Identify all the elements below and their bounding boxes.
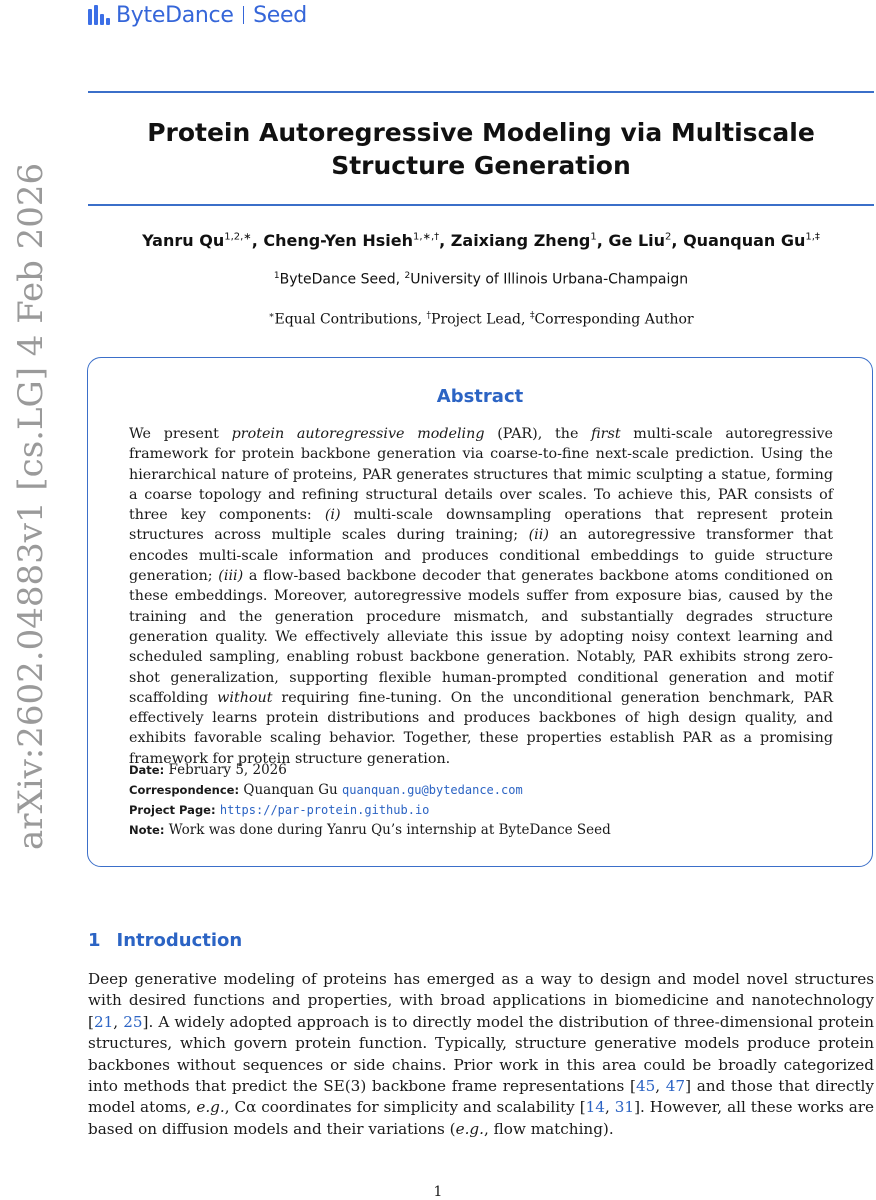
note-line bbox=[129, 820, 833, 840]
correspondence-name: Quanquan Gu bbox=[243, 782, 338, 798]
author-name: Cheng-Yen Hsieh bbox=[263, 231, 414, 250]
abstract-heading: Abstract bbox=[436, 386, 524, 407]
date-label: Date: bbox=[129, 763, 165, 777]
note-sup: ∗ bbox=[268, 311, 275, 321]
abstract-box bbox=[87, 357, 873, 867]
note-text: Corresponding Author bbox=[534, 311, 694, 328]
note-sup: ‡ bbox=[529, 311, 535, 321]
correspondence-line bbox=[129, 780, 833, 800]
date-line bbox=[129, 760, 833, 780]
project-page-line bbox=[129, 800, 833, 820]
note-value: Work was done during Yanru Qu’s internship at ByteDance Seed bbox=[168, 822, 611, 838]
citation-link[interactable]: 25 bbox=[123, 1012, 143, 1031]
affil-name: ByteDance Seed bbox=[279, 271, 396, 288]
author-name: Ge Liu bbox=[608, 231, 666, 250]
section-number: 1 bbox=[88, 930, 101, 951]
correspondence-email-link[interactable]: quanquan.gu@bytedance.com bbox=[342, 783, 523, 797]
top-rule bbox=[88, 91, 874, 93]
note-text: Project Lead, bbox=[431, 311, 526, 328]
contribution-notes bbox=[88, 311, 874, 328]
author-name: Zaixiang Zheng bbox=[450, 231, 591, 250]
author-name: Yanru Qu bbox=[142, 231, 225, 250]
intro-paragraph: Deep generative modeling of proteins has emerged as a way to design and model novel structures with desired functions and properties, with broad applications in biomedicine and nanotechnology [21, 25]. A widely adopted approach is to directly model the distribution of three-dimensional protein structures, which govern protein function. Typically, structure generative models produce protein backbones without sequences or side chains. Prior work in this area could be broadly categorized into methods that predict the SE(3) backbone frame representations [45, 47] and those that directly model atoms, e.g., Cα coordinates for simplicity and scalability [14, 31]. However, all these works are based on diffusion models and their variations (e.g., flow matching). bbox=[88, 970, 875, 1138]
author-sup: 1,2,∗ bbox=[224, 231, 252, 243]
affil-name: University of Illinois Urbana-Champaign bbox=[410, 271, 689, 288]
logo-brand: ByteDance bbox=[116, 2, 234, 28]
author-sup: 2 bbox=[665, 231, 672, 243]
page-number: 1 bbox=[433, 1184, 443, 1200]
logo-bars-icon bbox=[88, 5, 110, 25]
citation-link[interactable]: 31 bbox=[614, 1098, 635, 1117]
author-list: Yanru $Qu^{1,2,∗}$, Cheng-Yen Hsieh$^{1,∗,\dagger}$, Zaixiang Zheng$^1$, Ge Liu$^2$, Quanquan $Gu^{1,\ddagger}$ bbox=[142, 231, 820, 250]
section-title: Introduction bbox=[116, 930, 243, 951]
affiliations: $^1$ByteDance Seed, $^2$University of Illinois Urbana-Champaign bbox=[273, 271, 689, 288]
section-heading bbox=[88, 930, 242, 951]
citation-link[interactable]: 47 bbox=[665, 1077, 686, 1096]
arxiv-stamp: arXiv:2602.04883v1 [cs.LG] 4 Feb 2026 bbox=[11, 162, 51, 850]
project-page-label: Project Page: bbox=[129, 803, 216, 817]
author-sup: 1,‡ bbox=[805, 231, 820, 243]
paper-title: Protein Autoregressive Modeling via Multiscale Structure Generation bbox=[147, 118, 815, 180]
logo-sub: Seed bbox=[253, 2, 307, 28]
note-sup: † bbox=[426, 311, 432, 321]
title-rule bbox=[88, 204, 874, 206]
author-sup: 1,∗,† bbox=[413, 231, 440, 243]
abstract-text: We present protein autoregressive modeling (PAR), the first multi-scale autoregressive framework for protein backbone generation via coarse-to-fine next-scale prediction. Using the hierarchical nature of proteins, PAR generates structures that mimic sculpting a statue, forming a coarse topology and refining structural details over scales. To achieve this, PAR consists of three key components: (i) multi-scale downsampling operations that represent protein structures across multiple scales during training; (ii) an autoregressive transformer that encodes multi-scale information and produces conditional embeddings to guide structure generation; (iii) a flow-based backbone decoder that generates backbone atoms conditioned on these embeddings. Moreover, autoregressive models suffer from exposure bias, caused by the training and the generation procedure mismatch, and substantially degrades structure generation quality. We effectively alleviate this issue by adopting noisy context learning and scheduled sampling, enabling robust backbone generation. Notably, PAR exhibits strong zero-shot generalization, supporting flexible human-prompted conditional generation and motif scaffolding without requiring fine-tuning. On the unconditional generation benchmark, PAR effectively learns protein distributions and produces backbones of high design quality, and exhibits favorable scaling behavior. Together, these properties establish PAR as a promising framework for protein structure generation. bbox=[129, 426, 834, 767]
correspondence-label: Correspondence: bbox=[129, 783, 240, 797]
bytedance-seed-logo bbox=[88, 2, 307, 28]
note-text: Equal Contributions, bbox=[274, 311, 423, 328]
author-sup: 1 bbox=[590, 231, 597, 243]
affil-sup: 2 bbox=[404, 271, 411, 281]
citation-link[interactable]: 21 bbox=[93, 1012, 114, 1031]
note-label: Note: bbox=[129, 823, 165, 837]
abstract-meta bbox=[129, 760, 833, 840]
logo-separator bbox=[243, 6, 245, 24]
affil-sup: 1 bbox=[273, 271, 280, 281]
author-name: Quanquan Gu bbox=[683, 231, 806, 250]
citation-link[interactable]: 45 bbox=[635, 1077, 656, 1096]
citation-link[interactable]: 14 bbox=[585, 1098, 605, 1117]
project-page-link[interactable]: https://par-protein.github.io bbox=[219, 803, 430, 817]
date-value: February 5, 2026 bbox=[168, 762, 287, 778]
